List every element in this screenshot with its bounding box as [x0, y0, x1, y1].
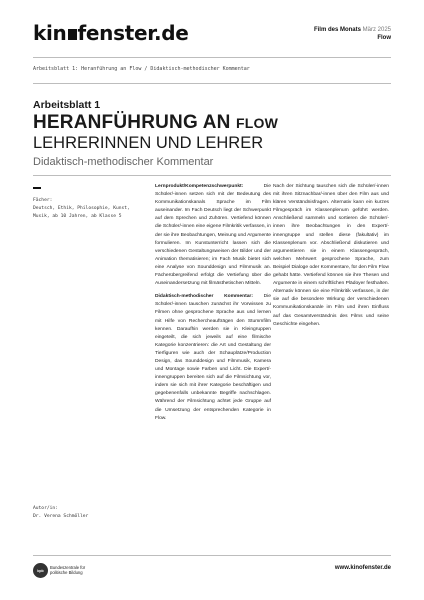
- breadcrumb: Arbeitsblatt 1: Heranführung an Flow / Didaktisch-methodischer Kommentar: [33, 66, 250, 72]
- bpb-name: [50, 566, 85, 575]
- breadcrumb-divider: [33, 83, 391, 84]
- kinofenster-logo[interactable]: [33, 21, 189, 45]
- bpb-line-1: Bundeszentrale für: [50, 564, 86, 570]
- author-label: Autor/in:: [33, 506, 58, 511]
- worksheet-kind: Didaktisch-methodischer Kommentar: [33, 156, 214, 168]
- author-block: [33, 505, 143, 521]
- logo-square-icon: [68, 29, 77, 40]
- worksheet-subtitle: LEHRERINNEN UND LEHRER: [33, 134, 264, 152]
- text-column-2: [273, 183, 389, 334]
- subjects-label: Fächer:: [33, 198, 53, 203]
- film-title: Flow: [377, 35, 391, 41]
- text-column-1: [155, 183, 271, 428]
- worksheet-number: Arbeitsblatt 1: [33, 99, 101, 111]
- title-film: FLOW: [236, 115, 279, 131]
- top-divider: [33, 57, 391, 58]
- film-of-month-info: [314, 26, 391, 42]
- worksheet-title: [33, 112, 278, 134]
- didactic-heading: Didaktisch-methodischer Kommentar:: [155, 294, 253, 300]
- section-dash: [33, 187, 41, 189]
- content-divider: [33, 175, 391, 176]
- footer-divider: [33, 555, 391, 556]
- film-of-month-date: März 2025: [362, 27, 391, 33]
- film-of-month-label: Film des Monats: [313, 27, 361, 33]
- competence-heading: Lernprodukt/Kompetenzschwerpunkt:: [155, 184, 244, 189]
- logo-text-left: kin: [33, 21, 67, 45]
- subjects-value: Deutsch, Ethik, Philosophie, Kunst, Musik, ab 10 Jahren, ab Klasse 5: [33, 206, 130, 219]
- didactic-text: Die Schüler/-innen tauschen zunächst ihr Vorwissen zu Filmen ohne gesprochene Sprache aus und lernen mit Hilfe von Rechercheaufträgen den Stummfilm kennen. Daraufhin werden sie in Kleingruppen eingeteilt, die sich jeweils auf eine filmische Kategorie konzentrieren: die Art und Gestaltung der Tierfiguren wie auch der Schauplätze/Production Design, das Sounddesign und Filmmusik, Kamera und Montage sowie Farben und Licht. Die Expert/-innengruppen bereiten sich auf die Filmsichtung vor, indem sie sich mit ihrer Kategorie beschäftigen und gegebenenfalls unbekannte Begriffe nachschlagen. Während der Filmsichtung achtet jede Gruppe auf die Umsetzung der entsprechenden Kategorie in Flow.: [155, 294, 272, 421]
- title-main: HERANFÜHRUNG AN: [33, 112, 237, 133]
- author-value: Dr. Verena Schmöller: [33, 514, 89, 519]
- column-2-text: Nach der Sichtung tauschen sich die Schüler/-innen mit ihren Sitznachbar/-innen über den Film aus und klären Verständnisfragen. Alternativ kann ein kurzes Filmgespräch im Klassenplenum geführt werden. Anschließend sammeln und sortieren die Schüler/-innen ihre Beobachtungen in den Expert/-innengruppe und stellen diese (fakultativ) im Klassenplenum vor. Abschließend diskutieren und argumentieren sie in einem Klassengespräch, welchen Mehrwert gesprochene Sprache, zum Beispiel Dialoge oder Kommentare, für den Film Flow gehabt hätte. Vertiefend können sie ihre Thesen und Argumente in einem schriftlichen Plädoyer festhalten. Alternativ können sie eine Filmkritik verfassen, in der sie auf die besondere Wirkung der verschiedenen Kommunikationskanäle im Film und ihren Einfluss auf das Gesamtverständnis des Films und seine Geschichte eingehen.: [273, 184, 389, 327]
- bpb-circle-icon: bpb: [33, 563, 48, 578]
- footer-url-link[interactable]: www.kinofenster.de: [334, 565, 391, 571]
- bpb-logo[interactable]: [33, 563, 85, 578]
- logo-text-right: fenster.de: [77, 21, 189, 45]
- competence-text: Die Schüler/-innen setzen sich mit der Bedeutung des Kommunikationskanals Sprache im Film auseinander. Im Fach Deutsch liegt der Schwerpunkt auf dem Sprechen und Zuhören. Vertiefend können die Schüler/-innen eine eigene Filmkritik verfassen, in der sie ihre Beobachtungen, Meinung und Argumente formulieren. Im Kunstunterricht lassen sich die verschiedenen Gestaltungsweisen der Bilder und der Animation thematisieren; im Fach Musik bietet sich eine Analyse von Sounddesign und Filmmusik an. Fächerübergreifend erfolgt die Vertiefung über die Auseinandersetzung mit filmästhetischen Mitteln.: [155, 184, 271, 287]
- subjects-block: [33, 197, 143, 221]
- bpb-line-2: politische Bildung: [50, 569, 83, 575]
